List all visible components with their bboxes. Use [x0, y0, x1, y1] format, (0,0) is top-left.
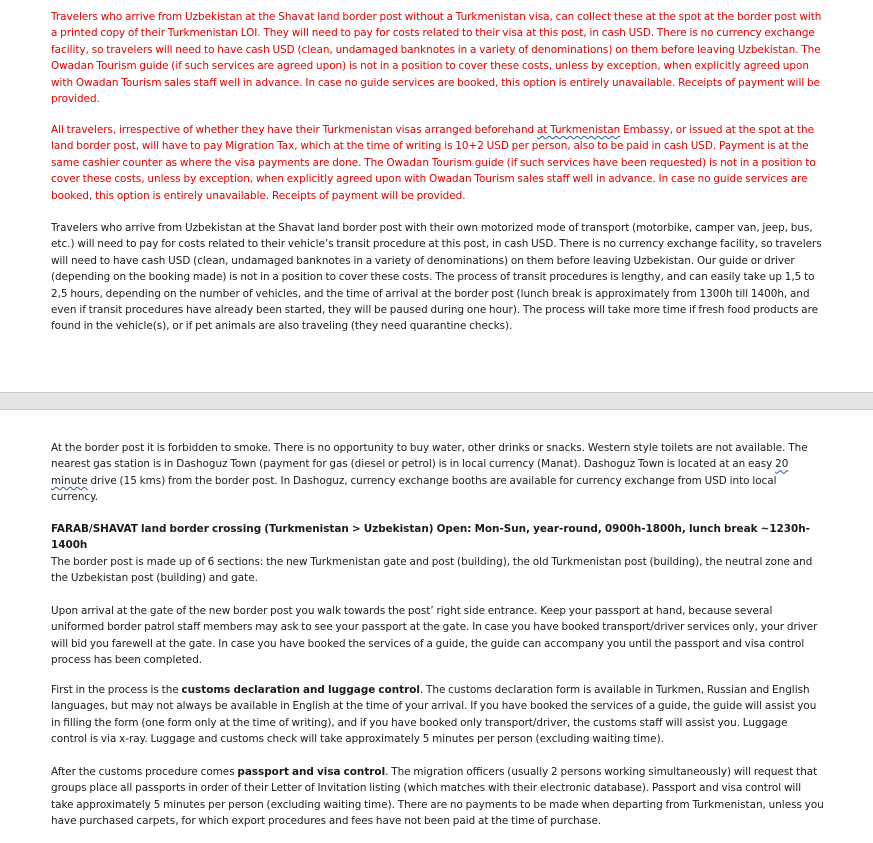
- paragraph-text: Upon arrival at the gate of the new border post you walk towards the post’ right side entrance. Keep your passport at hand, because several uniformed border patrol staff members may ask to see your passport at the gate. In case you have booked transport/driver services only, your driver will bid you farewell at the gate. In case you have booked the services of a guide, the guide can accompany you until the passport and visa control process has been completed.: [51, 605, 818, 667]
- text-run: . The migration officers (usually 2 persons working simultaneously) will request that groups place all passports in order of their Letter of Invitation listing (which matches with their electronic database). Passport and visa control will take approximately 5 minutes per person (excluding waiting time). There are no payments to be made when departing from Turkmenistan, unless you have purchased carpets, for which export procedures and fees have not been paid at the time of purchase.: [51, 766, 824, 828]
- text-run: First in the process is the: [51, 684, 182, 696]
- paragraph-text: Travelers who arrive from Uzbekistan at the Shavat land border post with their own motorized mode of transport (motorbike, camper van, jeep, bus, etc.) will need to pay for costs related to their vehicle’s transit procedure at this post, in cash USD. There is no currency exchange facility, so travelers will need to have cash USD (clean, undamaged banknotes in a variety of denominations) on them before leaving Uzbekistan. Our guide or driver (depending on the booking made) is not in a position to cover these costs. The process of transit procedures is lengthy, and can easily take up 1,5 to 2,5 hours, depending on the number of vehicles, and the time of arrival at the border post (lunch break is approximately from 1300h till 1400h, and even if transit procedures have already been started, they will be paused during one hour). The process will take more time if fresh food products are found in the vehicle(s), or if pet animals are also traveling (they need quarantine checks).: [51, 222, 822, 333]
- grammar-flagged-text[interactable]: at Turkmenistan: [536, 124, 621, 136]
- text-run: After the customs procedure comes: [51, 766, 238, 778]
- paragraph-text: [51, 440, 826, 506]
- text-run: All travelers, irrespective of whether they have their Turkmenistan visas arranged beforehand: [51, 124, 537, 136]
- paragraph-shavat-visa: [51, 9, 826, 107]
- paragraph-migration-tax: [51, 122, 826, 204]
- paragraph-text: Travelers who arrive from Uzbekistan at the Shavat land border post without a Turkmenistan visa, can collect these at the spot at the border post with a printed copy of their Turkmenistan LOI. They will need to pay for costs related to their visa at this post, in cash USD. There is no currency exchange facility, so travelers will need to have cash USD (clean, undamaged banknotes in a variety of denominations) on them before leaving Uzbekistan. The Owadan Tourism guide (if such services are agreed upon) is not in a position to cover these costs, unless by exception, when explicitly agreed upon with Owadan Tourism sales staff well in advance. In case no guide services are booked, this option is entirely unavailable. Receipts of payment will be provided.: [51, 11, 822, 106]
- document-page-1[interactable]: [0, 0, 873, 392]
- text-run: At the border post it is forbidden to smoke. There is no opportunity to buy water, other drinks or snacks. Western style toilets are not available. The nearest gas station is in Dashoguz Town (payment for gas (diesel or petrol) is in local currency (Manat). Dashoguz Town is located at an easy: [51, 442, 808, 471]
- paragraph-vehicles: [51, 220, 826, 335]
- bold-text-run: passport and visa control: [237, 766, 386, 778]
- document-page-2[interactable]: [0, 410, 873, 843]
- paragraph-text: The border post is made up of 6 sections: the new Turkmenistan gate and post (building), the old Turkmenistan post (building), the neutral zone and the Uzbekistan post (building) and gate.: [51, 556, 813, 585]
- paragraph-passport: [51, 764, 826, 830]
- paragraph-arrival: [51, 603, 826, 669]
- paragraph-customs: [51, 682, 826, 748]
- bold-text-run: customs declaration and luggage control: [181, 684, 420, 696]
- grammar-flagged-text[interactable]: 20 minute: [51, 458, 789, 487]
- paragraph-text: [51, 122, 826, 204]
- text-run: Embassy, or issued at the spot at the land border post, will have to pay Migration Tax, which at the time of writing is 10+2 USD per person, also to be paid in cash USD. Payment is at the same cashier counter as where the visa payments are done. The Owadan Tourism guide (if such services have been requested) is not in a position to cover these costs, unless by exception, when explicitly agreed upon with Owadan Tourism sales staff well in advance. In case no guide services are booked, this option is entirely unavailable. Receipts of payment will be provided.: [51, 124, 816, 202]
- text-run: . The customs declaration form is available in Turkmen, Russian and English languages, but may not always be available in English at the time of your arrival. If you have booked the services of a guide, the guide will assist you in filling the form (one form only at the time of writing), and if you have booked only transport/driver, the customs staff will assist you. Luggage control is via x-ray. Luggage and customs check will take approximately 5 minutes per person (excluding waiting time).: [51, 684, 817, 746]
- paragraph-sections: [51, 554, 826, 587]
- heading-text: FARAB/SHAVAT land border crossing (Turkmenistan > Uzbekistan) Open: Mon-Sun, year-round, 0900h-1800h, lunch break ~1230h-1400h: [51, 523, 810, 552]
- page-break-gap: [0, 392, 873, 410]
- paragraph-text: [51, 764, 826, 830]
- heading-farab-shavat: [51, 521, 826, 554]
- paragraph-smoking: [51, 440, 826, 506]
- text-run: drive (15 kms) from the border post. In Dashoguz, currency exchange booths are available for currency exchange from USD into local currency.: [51, 474, 777, 504]
- paragraph-text: [51, 682, 826, 748]
